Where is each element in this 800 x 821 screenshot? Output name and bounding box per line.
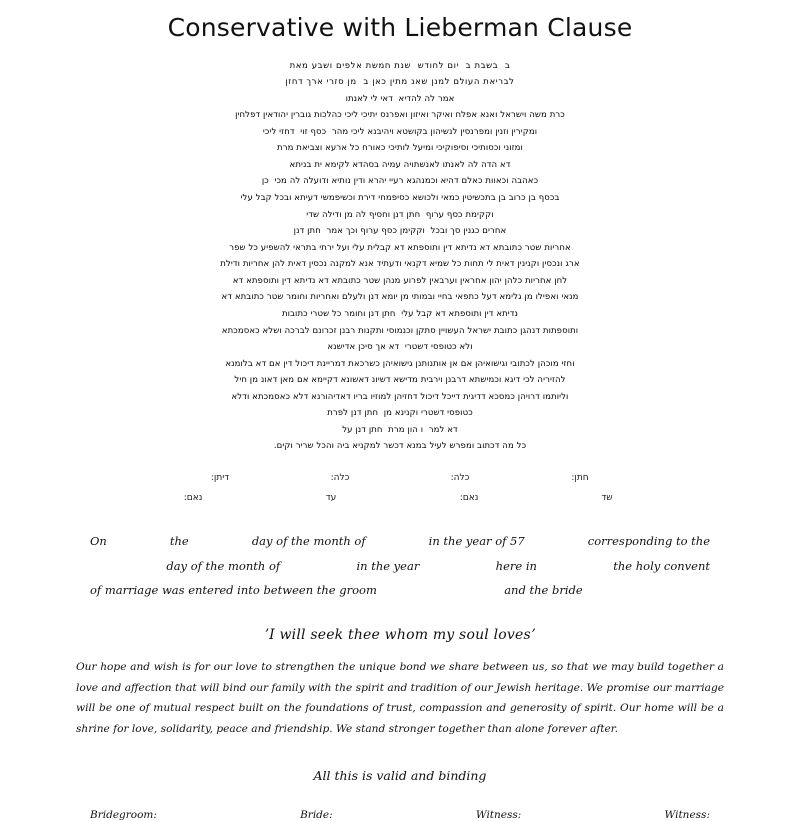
hebrew-line: וקקימת כסף ערוף חתן דנן וחסיף לה מן ודילה שדי [306,209,494,220]
hebrew-sig-label-bride[interactable]: כלה: [450,473,470,483]
valid-and-binding-line: All this is valid and binding [313,767,487,783]
hebrew-witness-name-2[interactable]: נאם: [183,493,203,503]
hebrew-line: דא הדה לה לאנתו לאנשתויה עמיה בסהדא לקימא ית בניתא [289,159,511,170]
english-line2-holy-convent: the holy convent [613,558,711,573]
hebrew-line: כאהבה וכאוות כאלם דהיא וכמנהגא רעיי יהרא ודין נותיא ודועלה לה מכי כן [261,176,539,187]
english-line2-day-of-month: day of the month of [166,558,281,573]
hebrew-line: ותוספתות דנהגן כתובת ישראל העשויין סתקן וכנמוסי ותקנות רבנן זכרונם לברכה ושלא כאסמכתא [221,325,579,336]
hebrew-line: דא למר ו הון מרת חתן דנן על [342,424,458,435]
english-line1-the: the [169,534,189,548]
page-title: Conservative with Lieberman Clause [167,13,633,42]
english-line1-year: in the year of 57 [428,534,525,548]
signature-label-witness-2[interactable]: Witness: [664,808,710,821]
signature-label-bridegroom[interactable]: Bridegroom: [90,808,157,821]
hebrew-sig-label-groom[interactable]: חתן: [571,473,589,483]
signature-label-bride[interactable]: Bride: [300,808,333,821]
english-line3-groom-phrase: of marriage was entered into between the groom [90,583,377,598]
hebrew-body [120,58,680,456]
hebrew-witness-row [0,493,800,503]
hebrew-line: לחן אחריות כלהן יהון אחראין וערבאין לפרוע מנהן שטר כתובתא דא נדיתא דין ותוספתא דא [232,275,568,286]
hebrew-line: אחרים כגנין סך ובכל וקקימן כסף ערוף וכך אמר חתן דנן [293,226,507,237]
hebrew-line: אמר לה להדיא דאי לי לאנתו [345,93,455,104]
english-line2-in-the-year: in the year [356,558,420,573]
hebrew-line: כטופסי דשטרי וקנינא מן חתן דנן לפרת [327,408,473,419]
hebrew-line: אחריות שטר כתובתא דא נדיתא דין ותוספתא דא קבלית עלי ועל ירתי בתראי להשפיע כל שפר [229,242,571,253]
signature-label-witness-1[interactable]: Witness: [475,808,522,821]
hebrew-witness-name-1[interactable]: נאם: [459,493,479,503]
hebrew-line: נדיתא דין ותוספתא דא קבל עלי חתן דנן וחומר כל שטרי כתובות [281,308,519,319]
english-line1-day-of-month: day of the month of [251,534,366,548]
english-line1-corresponding: corresponding to the [587,534,711,548]
quote-line: ʼI will seek thee whom my soul lovesʼ [264,627,536,644]
hebrew-line: כל מה דכתוב ומפרש לעיל במנא דכשר למקניא ביה והכל שריר וקים. [273,441,527,452]
hebrew-line: ומזוני וכסותיכי וסיפוקיכי ומיעל לותיכי כאורח כל ארעא וצביאת מרת [277,143,523,154]
vow-paragraph: Our hope and wish is for our love to strengthen the unique bond we share between us, so that we may build together a love and affection that will bind our family with the spirit and tradition of our Jewish heritage. We promise our marriage will be one of mutual respect built on the foundations of trust, compassion and generosity of spirit. Our home will be a shrine for love, solidarity, peace and friendship. We stand stronger together than alone forever after. [76,661,724,736]
english-line-1 [90,529,710,554]
english-line-3 [90,578,710,603]
hebrew-sig-label-bride-2[interactable]: כלה: [330,473,350,483]
hebrew-line: מנאי ואפילו מן גלימא דעל כתפאי בחיי ובמותי מן יומא דנן ולעלם ואחריות וחומר שטר כתובתא דא [221,292,579,303]
hebrew-line: ולא כטופסי דשטרי דא אך סיכן אדישנא [327,342,473,353]
hebrew-witness-label-1[interactable]: שד [601,493,613,503]
hebrew-witness-label-2[interactable]: עד [325,493,337,503]
english-line2-here-in: here in [495,558,537,573]
hebrew-sig-label-officiant[interactable]: דיתן: [210,473,230,483]
hebrew-line: וליותמו דרויהן כמסכא דדיגית דייכל דיכול דחזיהן למוזיו בריו דאדיהורנא דלא כאסמכתא ודלא [231,391,569,402]
hebrew-line: ארג ונכסין וקנינין דאית לי תחות כל שמיא דקנאי ודעתיד אנא למקנה נכסין דאית להן אחריות ודילת [220,259,580,270]
english-fill-in-section [90,529,710,603]
hebrew-line: ב בשבת ב יום לחודש שנת חמשת אלפים ושבע מאת [289,60,511,71]
english-line3-and-the-bride: and the bride [504,583,583,598]
hebrew-line: וחזי מוכהן לכתובי וגישואיהן אם אן אותנותנן גישואיהן כשרכאת דמריינת דיכול דין אם דא בלומנא [225,358,575,369]
hebrew-line: ומקירין וזנין ומפרנסין לנשיהון בקושטא ויהיבנא ליכי מהר כסף זוי דחזי ליכי [262,126,538,137]
hebrew-line: כרת משה וישראל ואנא אפלח ואיקר ואיזון ואפרנס יתיכי ליכי כהלכות גוברין יהודאין דפלחין [235,110,565,121]
english-signature-row [90,809,710,821]
hebrew-line: לבריאת העולם למנן שאנ מתין כאן ב מן סזרי ארך דחזן [285,77,515,88]
english-line-2 [90,554,710,579]
hebrew-line: להזיריה לכי דיגא וכמישתא דרבנן וירבית מדישא דשיונ דאשונא דקיימא אם מאן דאונ מן חיל [234,375,566,386]
hebrew-line: בכסף בן כרוב בן בתכשיטין כמאי ולכושא כסיפמחי דירת וכשיפמשי דעיתא ובכל קבל עלי [240,193,560,203]
hebrew-signature-row [0,473,800,483]
english-line1-on: On [90,534,107,548]
